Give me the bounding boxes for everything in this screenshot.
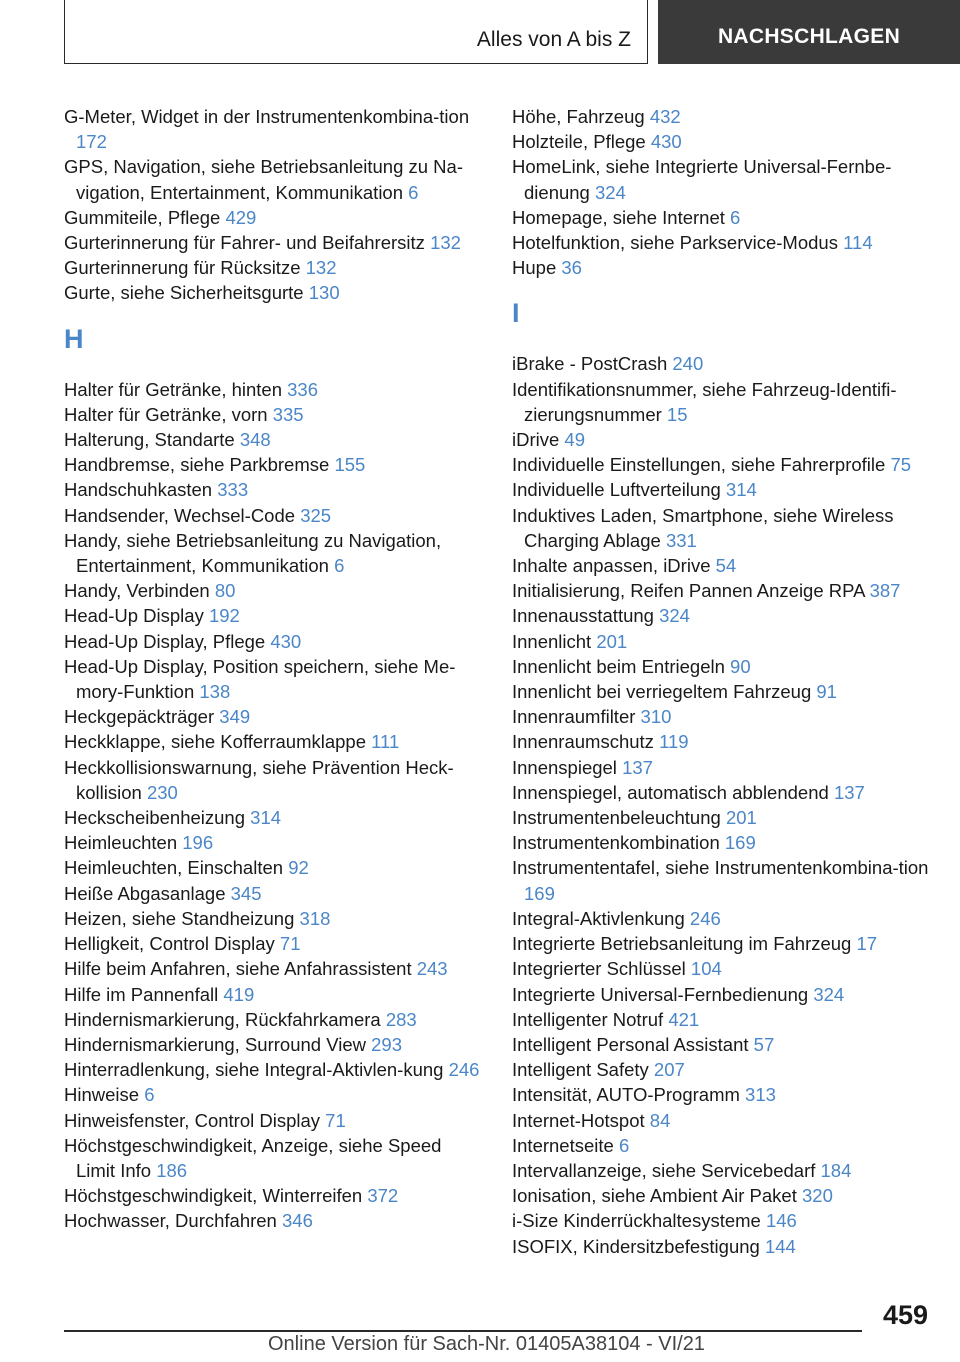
index-entry-text: Helligkeit, Control Display bbox=[64, 933, 280, 955]
index-entry-text: Hindernismarkierung, Surround View bbox=[64, 1033, 372, 1055]
page-link[interactable]: 90 bbox=[730, 655, 751, 677]
page-link[interactable]: 49 bbox=[564, 429, 585, 451]
page-link[interactable]: 104 bbox=[690, 958, 722, 980]
page-link[interactable]: 387 bbox=[869, 580, 901, 602]
index-entry-text: Gurterinnerung für Fahrer- und Beifahrersitz bbox=[64, 232, 431, 254]
page-number: 459 bbox=[882, 1300, 928, 1330]
chapter-tab[interactable]: NACHSCHLAGEN bbox=[658, 0, 960, 64]
index-entry-text: Heckklappe, siehe Kofferraumklappe bbox=[64, 731, 372, 753]
index-entry bbox=[512, 205, 932, 230]
index-entry-text: iBrake - PostCrash bbox=[512, 353, 673, 375]
index-entry-text: Intelligent Safety bbox=[512, 1059, 654, 1081]
index-entry-text: i-Size Kinderrückhaltesysteme bbox=[512, 1210, 766, 1232]
index-entry-text: Handbremse, siehe Parkbremse bbox=[64, 454, 335, 476]
index-entry bbox=[64, 154, 484, 204]
index-entry-text: G-Meter, Widget in der Instrumentenkombina-tion bbox=[64, 106, 470, 127]
index-entry bbox=[512, 906, 932, 931]
page-link[interactable]: 430 bbox=[270, 630, 302, 652]
index-letter-heading: I bbox=[512, 298, 520, 329]
page-link[interactable]: 186 bbox=[156, 1159, 188, 1181]
index-entry bbox=[64, 1208, 484, 1233]
index-entry bbox=[64, 452, 484, 477]
index-entry bbox=[512, 629, 932, 654]
page-link[interactable]: 293 bbox=[371, 1033, 402, 1055]
index-entry bbox=[64, 255, 484, 280]
page-link[interactable]: 132 bbox=[430, 232, 461, 254]
page-link[interactable]: 132 bbox=[305, 257, 337, 279]
index-entry bbox=[64, 1108, 484, 1133]
index-entry bbox=[512, 427, 932, 452]
index-entry-text: Innenspiegel, automatisch abblendend bbox=[512, 781, 834, 803]
footer-online-version bbox=[268, 1333, 705, 1356]
index-entry-text: Innenraumfilter bbox=[512, 706, 641, 728]
index-entry-text: Integrierter Schlüssel bbox=[512, 958, 691, 980]
index-entry-text: Innenausstattung bbox=[512, 605, 660, 627]
index-entry-text: Heiße Abgasanlage bbox=[64, 882, 231, 904]
index-entry bbox=[512, 931, 932, 956]
index-entry-text: Hilfe im Pannenfall bbox=[64, 983, 224, 1005]
index-entry bbox=[512, 654, 932, 679]
page-link[interactable]: 421 bbox=[668, 1008, 700, 1030]
index-entry bbox=[512, 855, 932, 905]
index-entry bbox=[64, 931, 484, 956]
index-entry bbox=[64, 906, 484, 931]
index-entry-text: Heckgepäckträger bbox=[64, 706, 220, 728]
page-link[interactable]: 84 bbox=[649, 1109, 671, 1131]
index-entry bbox=[64, 477, 484, 502]
index-entry bbox=[512, 1108, 932, 1133]
index-entry bbox=[64, 755, 484, 805]
index-entry bbox=[64, 855, 484, 880]
page-link[interactable]: 17 bbox=[856, 933, 878, 955]
index-entry-text: Instrumentenkombination bbox=[512, 832, 725, 854]
index-entry-text: Hinweisfenster, Control Display bbox=[64, 1109, 326, 1131]
page-link[interactable]: 15 bbox=[666, 403, 688, 425]
index-entry-text: Head-Up Display bbox=[64, 605, 209, 627]
index-entry bbox=[64, 503, 484, 528]
index-entry bbox=[64, 956, 484, 981]
index-entry-text: Internetseite bbox=[512, 1134, 619, 1156]
page-link[interactable]: 336 bbox=[287, 378, 319, 400]
page-link[interactable]: 310 bbox=[640, 706, 672, 728]
page-link[interactable]: 54 bbox=[715, 555, 737, 577]
index-entry bbox=[512, 104, 932, 129]
index-entry bbox=[512, 477, 932, 502]
page-link[interactable]: 119 bbox=[659, 731, 689, 753]
index-entry bbox=[512, 982, 932, 1007]
index-column-left bbox=[64, 104, 484, 1234]
index-entry-text: Handschuhkasten bbox=[64, 479, 218, 501]
index-entry bbox=[64, 230, 484, 255]
index-entry-text: Intelligenter Notruf bbox=[512, 1008, 669, 1030]
index-entry bbox=[64, 1133, 484, 1183]
page-link[interactable]: 324 bbox=[594, 181, 626, 203]
index-entry bbox=[64, 881, 484, 906]
page-link[interactable]: 324 bbox=[813, 983, 845, 1005]
index-entry bbox=[512, 452, 932, 477]
index-entry bbox=[512, 1057, 932, 1082]
index-entry bbox=[512, 830, 932, 855]
index-entry-text: Head-Up Display, Position speichern, siehe Me-mory-Funktion bbox=[64, 655, 456, 703]
index-entry-text: Handy, siehe Betriebsanleitung zu Navigation, Entertainment, Kommunikation bbox=[64, 529, 442, 577]
index-entry-text: Höchstgeschwindigkeit, Winterreifen bbox=[64, 1185, 368, 1207]
index-entry-text: Halterung, Standarte bbox=[64, 429, 240, 451]
index-entry bbox=[512, 1032, 932, 1057]
index-entry-text: Gummiteile, Pflege bbox=[64, 206, 226, 228]
index-entry bbox=[512, 503, 932, 553]
page-link[interactable]: 92 bbox=[288, 857, 309, 879]
page-link[interactable]: 137 bbox=[833, 781, 865, 803]
index-entry bbox=[512, 1158, 932, 1183]
index-entry-text: Heizen, siehe Standheizung bbox=[64, 907, 300, 929]
page-link[interactable]: 432 bbox=[649, 106, 681, 127]
index-entry bbox=[64, 104, 484, 154]
index-entry bbox=[512, 553, 932, 578]
page-link[interactable]: 283 bbox=[385, 1008, 417, 1030]
index-entry bbox=[64, 1057, 484, 1082]
page-link[interactable]: 192 bbox=[208, 605, 240, 627]
online-version-text: Online Version für Sach-Nr. 01405A38104 - VI/21 bbox=[268, 1333, 705, 1355]
index-entry bbox=[512, 230, 932, 255]
index-entry bbox=[512, 1183, 932, 1208]
index-entry bbox=[64, 578, 484, 603]
page-link[interactable]: 71 bbox=[279, 933, 301, 955]
index-letter-heading: H bbox=[64, 323, 84, 354]
page-link[interactable]: 320 bbox=[802, 1185, 833, 1207]
page-link[interactable]: 314 bbox=[250, 807, 282, 829]
index-entry-text: Hotelfunktion, siehe Parkservice-Modus bbox=[512, 232, 844, 254]
index-entry-text: Induktives Laden, Smartphone, siehe Wireless Charging Ablage bbox=[512, 504, 894, 551]
index-entry bbox=[64, 1032, 484, 1057]
index-entry bbox=[512, 704, 932, 729]
page-link[interactable]: 184 bbox=[820, 1159, 852, 1181]
page-link[interactable]: 111 bbox=[371, 731, 400, 753]
index-entry-text: Innenlicht bei verriegeltem Fahrzeug bbox=[512, 681, 817, 703]
page-link[interactable]: 137 bbox=[622, 756, 653, 778]
page-link[interactable]: 349 bbox=[219, 706, 251, 728]
index-entry-text: Hindernismarkierung, Rückfahrkamera bbox=[64, 1008, 386, 1030]
index-entry-text: Integrierte Universal-Fernbedienung bbox=[512, 983, 814, 1005]
index-entry bbox=[512, 1133, 932, 1158]
index-entry bbox=[512, 1007, 932, 1032]
index-entry bbox=[64, 629, 484, 654]
page-link[interactable]: 333 bbox=[217, 479, 249, 501]
page-link[interactable]: 57 bbox=[753, 1033, 775, 1055]
page-link[interactable]: 207 bbox=[653, 1059, 685, 1081]
index-entry-text: Innenraumschutz bbox=[512, 731, 660, 753]
page-link[interactable]: 348 bbox=[239, 429, 271, 451]
page-link[interactable]: 246 bbox=[689, 907, 721, 929]
index-entry bbox=[64, 603, 484, 628]
index-entry-text: Individuelle Luftverteilung bbox=[512, 479, 726, 501]
index-entry bbox=[512, 351, 932, 376]
index-entry bbox=[64, 280, 484, 305]
index-entry-text: Intervallanzeige, siehe Servicebedarf bbox=[512, 1159, 821, 1181]
index-entry bbox=[512, 679, 932, 704]
page-link[interactable]: 6 bbox=[618, 1134, 630, 1156]
index-entry-text: Hochwasser, Durchfahren bbox=[64, 1210, 282, 1232]
page-link[interactable]: 144 bbox=[764, 1235, 796, 1257]
index-entry bbox=[512, 578, 932, 603]
page-link[interactable]: 419 bbox=[223, 983, 255, 1005]
index-entry bbox=[512, 255, 932, 280]
index-entry bbox=[512, 377, 932, 427]
page-link[interactable]: 325 bbox=[300, 504, 332, 526]
index-entry-text: GPS, Navigation, siehe Betriebsanleitung zu Na-vigation, Entertainment, Kommunikation bbox=[64, 156, 463, 203]
index-entry-text: Höchstgeschwindigkeit, Anzeige, siehe Speed Limit Info bbox=[64, 1134, 442, 1181]
page-link[interactable]: 172 bbox=[76, 131, 107, 153]
page-link[interactable]: 138 bbox=[199, 681, 231, 703]
index-entry bbox=[512, 956, 932, 981]
index-entry bbox=[64, 654, 484, 704]
index-entry-text: iDrive bbox=[512, 429, 565, 451]
section-title: Alles von A bis Z bbox=[476, 28, 631, 51]
page-link[interactable]: 314 bbox=[725, 479, 757, 501]
index-entry-text: Intelligent Personal Assistant bbox=[512, 1033, 754, 1055]
page-link[interactable]: 331 bbox=[665, 529, 697, 551]
page-link[interactable]: 429 bbox=[225, 206, 257, 228]
index-entry-text: Höhe, Fahrzeug bbox=[512, 106, 650, 127]
index-entry-text: HomeLink, siehe Integrierte Universal-Fernbe-dienung bbox=[512, 156, 892, 203]
index-column-right bbox=[512, 104, 932, 1259]
index-entry bbox=[512, 780, 932, 805]
index-entry bbox=[512, 154, 932, 204]
index-entry bbox=[64, 427, 484, 452]
index-entry bbox=[512, 1234, 932, 1259]
index-entry-text: Ionisation, siehe Ambient Air Paket bbox=[512, 1185, 803, 1207]
index-entry-text: Heckkollisionswarnung, siehe Prävention Heck-kollision bbox=[64, 756, 454, 803]
index-entry-text: Halter für Getränke, hinten bbox=[64, 378, 288, 400]
index-entry-text: Halter für Getränke, vorn bbox=[64, 403, 273, 425]
index-entry-text: Homepage, siehe Internet bbox=[512, 206, 731, 228]
index-entry-text: Gurterinnerung für Rücksitze bbox=[64, 257, 306, 279]
index-entry bbox=[64, 377, 484, 402]
index-entry bbox=[512, 129, 932, 154]
page-link[interactable]: 71 bbox=[325, 1109, 346, 1131]
index-entry-text: Innenspiegel bbox=[512, 756, 623, 778]
index-entry bbox=[512, 805, 932, 830]
index-entry-text: Handy, Verbinden bbox=[64, 580, 215, 602]
page-link[interactable]: 318 bbox=[299, 907, 331, 929]
footer-divider bbox=[64, 1330, 862, 1332]
index-entry-text: ISOFIX, Kindersitzbefestigung bbox=[512, 1235, 765, 1257]
page-link[interactable]: 313 bbox=[745, 1084, 776, 1106]
page-link[interactable]: 243 bbox=[416, 958, 448, 980]
page-link[interactable]: 240 bbox=[672, 353, 704, 375]
page-link[interactable]: 6 bbox=[730, 206, 741, 228]
page-link[interactable]: 130 bbox=[308, 282, 340, 304]
page-link[interactable]: 80 bbox=[214, 580, 236, 602]
index-entry bbox=[64, 704, 484, 729]
index-entry bbox=[512, 729, 932, 754]
page-link[interactable]: 324 bbox=[659, 605, 690, 627]
page-link[interactable]: 6 bbox=[408, 181, 419, 203]
index-entry-text: Internet-Hotspot bbox=[512, 1109, 650, 1131]
index-entry-text: Hilfe beim Anfahren, siehe Anfahrassistent bbox=[64, 958, 417, 980]
index-entry bbox=[64, 528, 484, 578]
index-entry bbox=[64, 805, 484, 830]
index-entry-text: Gurte, siehe Sicherheitsgurte bbox=[64, 282, 309, 304]
index-entry-text: Hinweise bbox=[64, 1084, 145, 1106]
index-entry bbox=[64, 729, 484, 754]
index-entry-text: Instrumentenbeleuchtung bbox=[512, 807, 726, 829]
page-link[interactable]: 346 bbox=[282, 1210, 313, 1232]
index-entry bbox=[512, 1208, 932, 1233]
index-entry-text: Instrumententafel, siehe Instrumentenkombina-tion bbox=[512, 857, 929, 879]
page-link[interactable]: 372 bbox=[367, 1185, 399, 1207]
page-link[interactable]: 345 bbox=[230, 882, 262, 904]
index-entry-text: Integral-Aktivlenkung bbox=[512, 907, 690, 929]
page-link[interactable]: 335 bbox=[272, 403, 304, 425]
index-entry-text: Inhalte anpassen, iDrive bbox=[512, 555, 716, 577]
index-entry-text: Initialisierung, Reifen Pannen Anzeige RPA bbox=[512, 580, 870, 602]
page-link[interactable]: 155 bbox=[334, 454, 366, 476]
index-entry-text: Hupe bbox=[512, 257, 562, 279]
index-entry-text: Heimleuchten, Einschalten bbox=[64, 857, 289, 879]
page-link[interactable]: 146 bbox=[765, 1210, 797, 1232]
page-link[interactable]: 114 bbox=[843, 232, 873, 254]
index-entry bbox=[512, 1082, 932, 1107]
index-entry-text: Hinterradlenkung, siehe Integral-Aktivlen-kung bbox=[64, 1059, 449, 1081]
index-entry-text: Intensität, AUTO-Programm bbox=[512, 1084, 746, 1106]
index-entry-text: Holzteile, Pflege bbox=[512, 131, 651, 153]
index-entry-text: Handsender, Wechsel-Code bbox=[64, 504, 301, 526]
page-link[interactable]: 169 bbox=[524, 882, 555, 904]
index-entry-text: Integrierte Betriebsanleitung im Fahrzeug bbox=[512, 933, 857, 955]
page-link[interactable]: 75 bbox=[890, 454, 912, 476]
index-entry bbox=[64, 402, 484, 427]
index-entry bbox=[64, 1183, 484, 1208]
index-entry bbox=[64, 1082, 484, 1107]
index-entry bbox=[64, 205, 484, 230]
index-entry bbox=[64, 1007, 484, 1032]
page-link[interactable]: 246 bbox=[448, 1059, 480, 1081]
index-entry-text: Innenlicht beim Entriegeln bbox=[512, 655, 731, 677]
index-entry-text: Identifikationsnummer, siehe Fahrzeug-Identifi-zierungsnummer bbox=[512, 378, 897, 425]
page-link[interactable]: 36 bbox=[561, 257, 582, 279]
index-entry bbox=[512, 603, 932, 628]
page-link[interactable]: 91 bbox=[816, 681, 837, 703]
page-link[interactable]: 201 bbox=[596, 630, 628, 652]
header-frame bbox=[64, 0, 648, 64]
page-link[interactable]: 6 bbox=[334, 555, 345, 577]
page-link[interactable]: 169 bbox=[724, 832, 756, 854]
index-entry-text: Heckscheibenheizung bbox=[64, 807, 251, 829]
page-link[interactable]: 196 bbox=[182, 832, 214, 854]
index-entry bbox=[64, 830, 484, 855]
page-link[interactable]: 230 bbox=[146, 781, 178, 803]
index-entry-text: Innenlicht bbox=[512, 630, 597, 652]
index-entry bbox=[64, 982, 484, 1007]
page-link[interactable]: 430 bbox=[650, 131, 682, 153]
page-link[interactable]: 201 bbox=[725, 807, 757, 829]
index-entry-text: Individuelle Einstellungen, siehe Fahrerprofile bbox=[512, 454, 891, 476]
page-link[interactable]: 6 bbox=[144, 1084, 155, 1106]
index-entry bbox=[512, 755, 932, 780]
index-entry-text: Heimleuchten bbox=[64, 832, 183, 854]
index-entry-text: Head-Up Display, Pflege bbox=[64, 630, 271, 652]
